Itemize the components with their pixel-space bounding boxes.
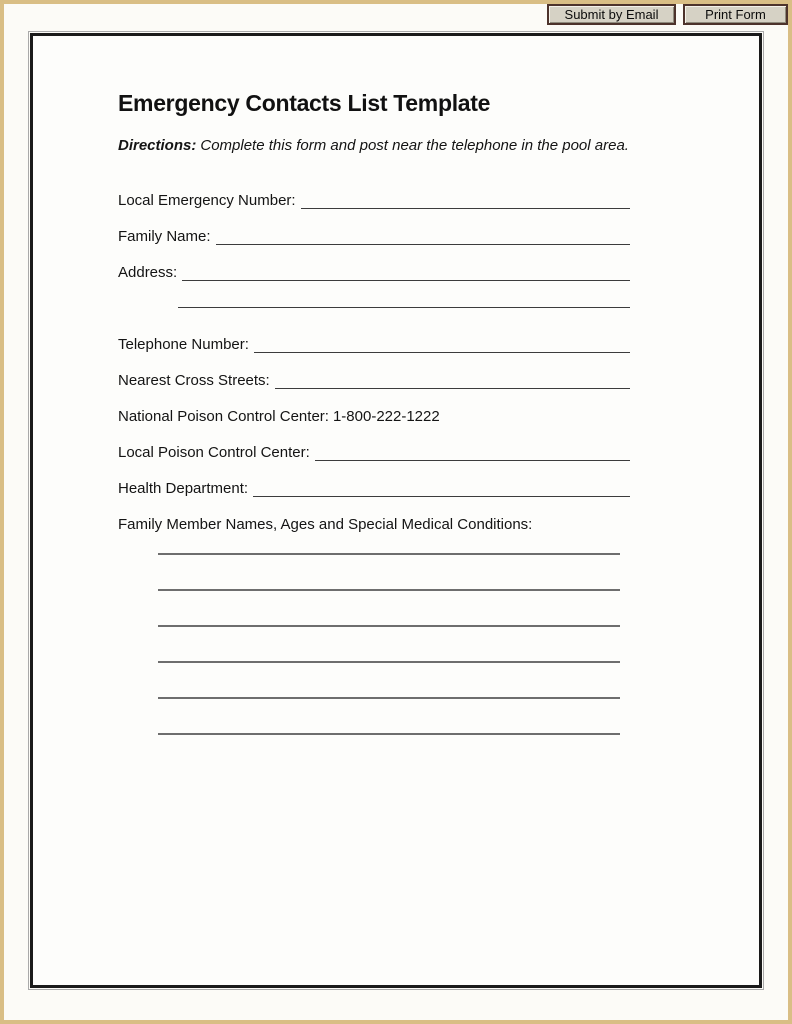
directions — [118, 137, 630, 155]
field-row-address — [118, 265, 630, 281]
field-label: Local Emergency Number: — [118, 192, 296, 209]
member-info-line[interactable] — [158, 697, 620, 699]
field-label: Family Member Names, Ages and Special Medical Conditions: — [118, 516, 533, 533]
national-poison-control-number: 1-800-222-1222 — [332, 408, 440, 425]
print-form-button[interactable]: Print Form — [683, 4, 788, 25]
field-row-local-poison-control — [118, 445, 630, 461]
field-row-local-emergency-number — [118, 193, 630, 209]
member-info-line[interactable] — [158, 733, 620, 735]
field-label: National Poison Control Center: — [118, 408, 329, 425]
address-continuation-write-in-line[interactable] — [178, 305, 630, 308]
family-name-write-in-line[interactable] — [216, 242, 630, 245]
page-border-frame — [30, 33, 762, 988]
directions-text: Complete this form and post near the telephone in the pool area. — [200, 137, 629, 154]
local-poison-control-write-in-line[interactable] — [315, 458, 630, 461]
field-label: Local Poison Control Center: — [118, 444, 310, 461]
field-row-national-poison-control — [118, 409, 630, 425]
form-fields — [118, 193, 630, 533]
field-row-nearest-cross-streets — [118, 373, 630, 389]
field-label: Address: — [118, 264, 178, 281]
field-label: Health Department: — [118, 480, 249, 497]
health-department-write-in-line[interactable] — [253, 494, 630, 497]
document-title: Emergency Contacts List Template — [118, 90, 491, 116]
local-emergency-number-write-in-line[interactable] — [301, 206, 630, 209]
address-write-in-line[interactable] — [182, 278, 630, 281]
submit-by-email-button[interactable]: Submit by Email — [547, 4, 676, 25]
field-label: Nearest Cross Streets: — [118, 372, 270, 389]
member-info-line[interactable] — [158, 553, 620, 555]
field-row-telephone-number — [118, 337, 630, 353]
member-info-line[interactable] — [158, 589, 620, 591]
field-row-family-name — [118, 229, 630, 245]
member-info-line[interactable] — [158, 661, 620, 663]
field-row-family-members-heading — [118, 517, 630, 533]
member-info-line[interactable] — [158, 625, 620, 627]
field-row-health-department — [118, 481, 630, 497]
field-label: Family Name: — [118, 228, 211, 245]
nearest-cross-streets-write-in-line[interactable] — [275, 386, 630, 389]
field-label: Telephone Number: — [118, 336, 249, 353]
directions-label: Directions: — [118, 137, 197, 154]
telephone-number-write-in-line[interactable] — [254, 350, 630, 353]
family-member-lines — [118, 553, 630, 735]
field-row-address-continuation — [118, 301, 630, 308]
form-content — [118, 90, 630, 769]
